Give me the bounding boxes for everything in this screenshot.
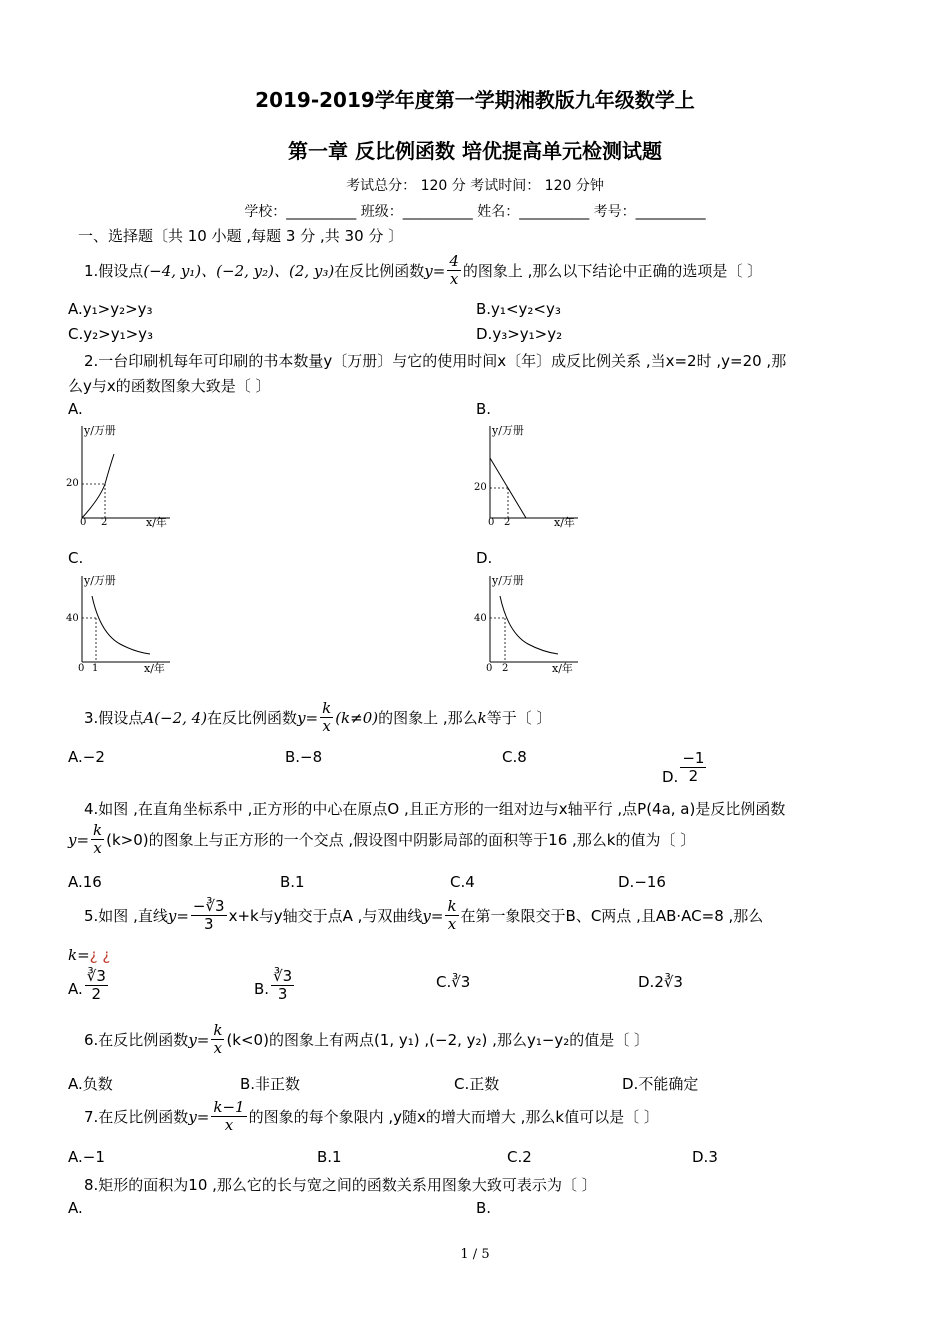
exam-info: 考试总分： 120 分 考试时间： 120 分钟 [346,178,604,194]
question-5-stem [84,898,763,933]
q7-option-c: C.2 [507,1148,532,1166]
q4-fraction [91,822,104,857]
q6-frac-den: x [213,1039,223,1057]
graph-b-xtick: 2 [504,517,511,528]
q4-line-1: 4.如图 ,在直角坐标系中 ,正方形的中心在原点O ,且正方形的一组对边与x轴平行 ,点P(4a, a)是反比例函数 [84,800,786,818]
question-3-stem [84,700,552,735]
q3-option-a: A.−2 [68,748,105,766]
q3-point: A(−2, 4) [143,708,208,727]
q6-frac-num: k [213,1021,223,1039]
q1-frac-num: 4 [449,252,459,270]
q5-option-c: C.∛3 [436,973,471,991]
q5-stem-b: 在第一象限交于B、C两点 ,且AB⋅AC=8 ,那么 [460,907,764,925]
student-info: 学校：__________ 班级：__________ 姓名：__________ 考号：__________ [244,204,706,220]
q2-line-1: 2.一台印刷机每年可印刷的书本数量y〔万册〕与它的使用时间x〔年〕成反比例关系 ,当x=2时 ,y=20 ,那 [84,352,787,370]
q2-option-c: C. [68,549,84,567]
graph-b-y-label: y/万册 [492,424,524,437]
q4-option-c: C.4 [450,873,475,891]
q3-fraction [320,700,333,735]
q4-option-b: B.1 [280,873,305,891]
q5-k-label: k= [68,946,90,964]
q1-option-d: D.y₃>y₁>y₂ [476,325,563,343]
graph-d-ytick: 40 [474,613,487,624]
q6-stem-a: 6.在反比例函数 [84,1031,189,1049]
q3-frac-den: x [322,717,331,735]
question-6-stem [84,1022,649,1057]
graph-c-y-label: y/万册 [84,574,116,587]
q1-option-a: A.y₁>y₂>y₃ [68,300,153,318]
q1-option-c: C.y₂>y₁>y₃ [68,325,154,343]
q7-fraction [211,1099,246,1134]
q6-option-d: D.不能确定 [622,1075,699,1093]
q5-a-num: ∛3 [86,967,106,985]
q2-option-a: A. [68,400,83,418]
q2-graph-a [60,418,180,530]
q3-stem-d: 等于〔 〕 [486,709,552,727]
q7-stem-a: 7.在反比例函数 [84,1108,189,1126]
title-line-2: 第一章 反比例函数 培优提高单元检测试题 [288,139,662,163]
graph-c-x-label: x/年 [144,662,165,675]
q7-option-a: A.−1 [68,1148,105,1166]
q2-graph-d [468,568,588,680]
q3-stem-b: 在反比例函数 [207,709,298,727]
graph-d-y-label: y/万册 [492,574,524,587]
graph-c-xtick: 1 [92,663,99,674]
q6-option-a: A.负数 [68,1075,113,1093]
q3-d-den: 2 [688,766,699,785]
page-number: 1 / 5 [460,1247,490,1262]
q2-line-2: 么y与x的函数图象大致是〔 〕 [68,377,271,395]
q2-option-b: B. [476,400,492,418]
q2-option-d: D. [476,549,493,567]
q5-fraction-1 [191,898,227,933]
graph-b-x-label: x/年 [554,516,575,529]
graph-a-y-label: y/万册 [84,424,116,437]
q1-stem-a: 1.假设点 [84,262,144,280]
q3-option-c: C.8 [502,748,527,766]
q7-stem-b: 的图象的每个象限内 ,y随x的增大而增大 ,那么k值可以是〔 〕 [248,1108,659,1126]
graph-b-origin: 0 [488,517,495,528]
graph-a-ytick: 20 [66,478,79,489]
graph-d-origin: 0 [486,663,493,674]
question-7-stem [84,1099,659,1134]
q5-func-lhs: y= [167,906,189,925]
q7-option-d: D.3 [692,1148,718,1166]
q5-error-glyphs: ¿ ¿ [89,946,111,964]
graph-a-origin: 0 [80,517,87,528]
q5-frac1-den: 3 [203,915,214,933]
q5-frac2-den: x [447,915,457,933]
q3-option-d-fraction [680,750,706,785]
q6-option-b: B.非正数 [240,1075,301,1093]
q3-stem-a: 3.假设点 [84,709,144,727]
q3-option-d [662,748,708,786]
q5-b-fraction [271,968,294,1003]
q1-fraction [447,253,461,288]
q3-stem-c: 的图象上 ,那么 [378,709,478,727]
q5-b-den: 3 [277,985,288,1003]
q5-a-fraction [85,968,108,1003]
q4-option-a: A.16 [68,873,102,891]
q5-func2-lhs: y= [422,906,444,925]
q3-func-lhs: y= [297,708,319,727]
graph-d-xtick: 2 [502,663,509,674]
q4-line-2-text: (k>0)的图象上与正方形的一个交点 ,假设图中阴影局部的面积等于16 ,那么k的值为〔 〕 [106,831,696,849]
q5-a-den: 2 [91,985,102,1003]
q4-frac-den: x [93,839,102,857]
q6-fraction [211,1022,224,1057]
graph-c-origin: 0 [78,663,85,674]
q3-frac-num: k [322,699,332,717]
q5-frac2-num: k [447,897,457,915]
section-heading: 一、选择题〔共 10 小题 ,每题 3 分 ,共 30 分 〕 [78,227,404,245]
graph-a-x-label: x/年 [146,516,167,529]
q5-mid: x+k与y轴交于点A ,与双曲线 [228,907,423,925]
q7-func-lhs: y= [188,1107,210,1126]
q1-stem-b: 在反比例函数 [334,262,425,280]
q1-points: (−4, y₁)、(−2, y₂)、(2, y₃) [143,262,335,280]
q3-condition: (k≠0) [335,708,379,727]
q3-option-d-prefix: D. [662,768,679,786]
graph-b-ytick: 20 [474,482,487,493]
q3-k: k [477,708,487,727]
q2-graph-c [60,568,180,680]
q1-option-b: B.y₁<y₂<y₃ [476,300,561,318]
q7-frac-num: k−1 [213,1098,245,1116]
q4-line-2 [68,822,695,857]
q4-frac-num: k [93,821,103,839]
q8-option-b: B. [476,1199,492,1217]
title-line-1: 2019-2019学年度第一学期湘教版九年级数学上 [255,88,695,112]
q5-frac1-num: −∛3 [192,897,225,915]
q6-func-lhs: y= [188,1030,210,1049]
q5-line-2 [68,946,110,964]
q5-b-num: ∛3 [273,967,293,985]
q5-b-prefix: B. [254,979,270,998]
q8-stem: 8.矩形的面积为10 ,那么它的长与宽之间的函数关系用图象大致可表示为〔 〕 [84,1176,597,1194]
q8-option-a: A. [68,1199,83,1217]
q4-func-lhs: y= [68,830,90,849]
q5-option-d: D.2∛3 [638,973,683,991]
graph-a-xtick: 2 [101,517,108,528]
q1-func-lhs: y= [424,261,446,280]
q7-option-b: B.1 [317,1148,342,1166]
graph-d-x-label: x/年 [552,662,573,675]
q5-fraction-2 [445,898,458,933]
q1-stem-c: 的图象上 ,那么以下结论中正确的选项是〔 〕 [462,262,763,280]
graph-c-ytick: 40 [66,613,79,624]
question-1-stem [84,253,762,288]
q6-stem-b: (k<0)的图象上有两点(1, y₁) ,(−2, y₂) ,那么y₁−y₂的值是〔 〕 [226,1031,650,1049]
q3-option-b: B.−8 [285,748,323,766]
q4-option-d: D.−16 [618,873,666,891]
q7-frac-den: x [224,1116,234,1134]
q3-d-num: −1 [682,748,705,767]
q6-option-c: C.正数 [454,1075,500,1093]
q5-stem-a: 5.如图 ,直线 [84,907,168,925]
q5-option-b [254,968,296,1003]
q5-a-prefix: A. [68,979,83,998]
q2-graph-b [468,418,588,530]
q1-frac-den: x [449,270,459,288]
q5-option-a [68,968,110,1003]
